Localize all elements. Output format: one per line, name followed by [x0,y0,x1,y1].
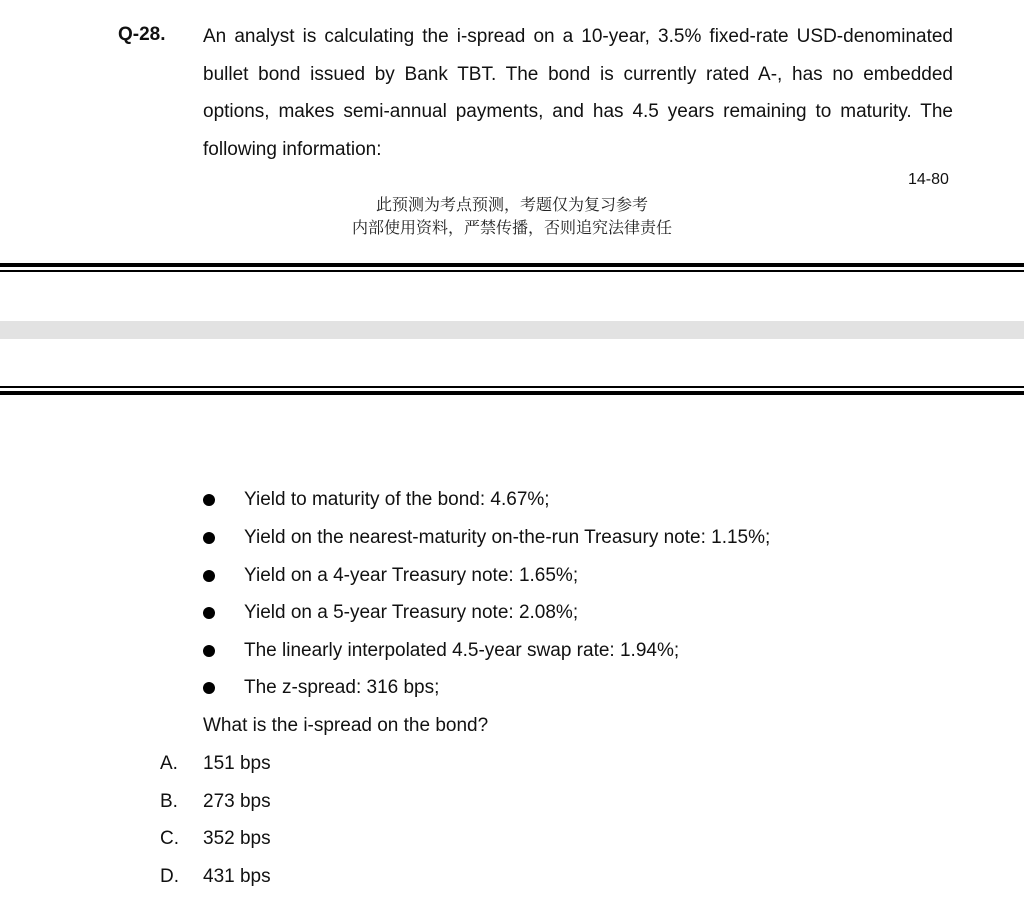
list-item [203,677,439,699]
list-item-text: Yield on a 5-year Treasury note: 2.08%; [244,602,579,623]
answer-option-a[interactable] [160,753,271,775]
list-item [203,602,578,624]
page-divider-bottom-thick [0,391,1024,395]
bullet-icon [203,570,215,582]
bullet-icon [203,645,215,657]
list-item [203,565,578,587]
bullet-icon [203,607,215,619]
bullet-icon [203,532,215,544]
question-prompt: What is the i-spread on the bond? [203,715,489,736]
option-letter: D. [160,866,179,887]
list-item-text: The z-spread: 316 bps; [244,677,440,698]
footer-notice-line-2: 内部使用资料，严禁传播，否则追究法律责任 [351,218,672,237]
question-stem: An analyst is calculating the i-spread on a 10-year, 3.5% fixed-rate USD-denominated bullet bond issued by Bank TBT. The bond is currently rated A-, has no embedded options, makes semi-annual payments, and has 4.5 years remaining to maturity. The following information: [203,26,953,160]
option-text: 273 bps [203,791,271,812]
option-letter: A. [160,753,178,774]
page-divider-top-thick [0,263,1024,267]
list-item [203,489,550,511]
option-text: 352 bps [203,828,271,849]
answer-option-b[interactable] [160,791,271,813]
answer-option-d[interactable] [160,866,271,888]
option-text: 431 bps [203,866,271,887]
question-number: Q-28. [118,24,166,45]
list-item-text: The linearly interpolated 4.5-year swap rate: 1.94%; [244,640,680,661]
list-item-text: Yield on a 4-year Treasury note: 1.65%; [244,565,579,586]
list-item [203,527,770,549]
list-item [203,640,679,662]
page-divider-top-thin [0,270,1024,272]
option-letter: B. [160,791,178,812]
page-gap [0,321,1024,339]
bullet-icon [203,494,215,506]
option-text: 151 bps [203,753,271,774]
bullet-icon [203,682,215,694]
list-item-text: Yield to maturity of the bond: 4.67%; [244,489,550,510]
footer-notice-line-1: 此预测为考点预测，考题仅为复习参考 [375,195,648,214]
option-letter: C. [160,828,179,849]
page-number: 14-80 [908,171,949,188]
list-item-text: Yield on the nearest-maturity on-the-run Treasury note: 1.15%; [244,527,771,548]
answer-option-c[interactable] [160,828,271,850]
page-divider-bottom-thin [0,386,1024,388]
